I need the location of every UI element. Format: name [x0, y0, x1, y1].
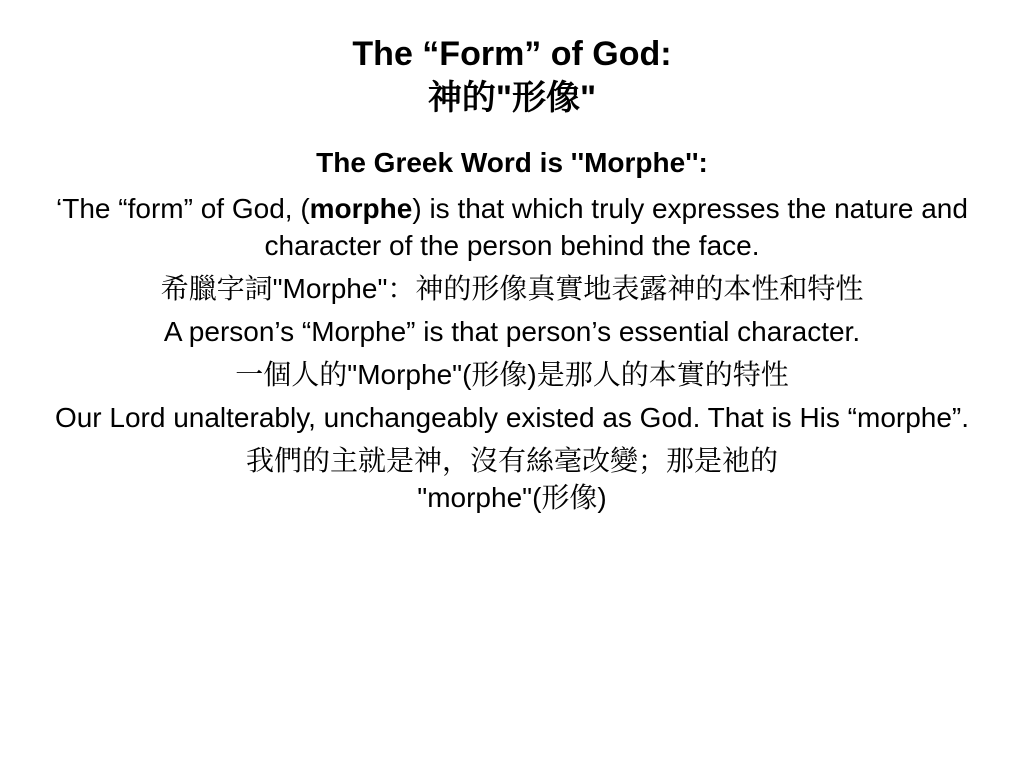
greek-word-heading: The Greek Word is ''Morphe'':	[316, 147, 708, 178]
form-definition-paragraph	[50, 190, 974, 264]
person-morphe-chinese-paragraph: 一個人的"Morphe"(形像)是那人的本實的特性	[235, 359, 789, 390]
slide-body	[50, 144, 974, 522]
title-chinese: 神的"形像"	[427, 79, 597, 117]
title-english: The “Form” of God:	[352, 35, 672, 73]
morphe-bold-term: morphe	[309, 193, 413, 224]
slide-title	[60, 32, 964, 120]
form-definition-text-start: ‘The “form” of God, (	[56, 193, 310, 224]
lord-morphe-chinese-line1: 我們的主就是神，沒有絲毫改變；那是祂的	[245, 445, 778, 476]
lord-morphe-paragraph: Our Lord unalterably, unchangeably existed as God. That is His “morphe”.	[54, 402, 970, 433]
lord-morphe-chinese-paragraph	[50, 442, 974, 516]
lord-morphe-chinese-line2: "morphe"(形像)	[417, 482, 607, 513]
person-morphe-paragraph: A person’s “Morphe” is that person’s essential character.	[163, 316, 861, 347]
form-definition-text-end: ) is that which truly expresses the nature and character of the person behind the face.	[264, 193, 968, 261]
greek-word-chinese-paragraph: 希臘字詞"Morphe"：神的形像真實地表露神的本性和特性	[160, 273, 864, 304]
